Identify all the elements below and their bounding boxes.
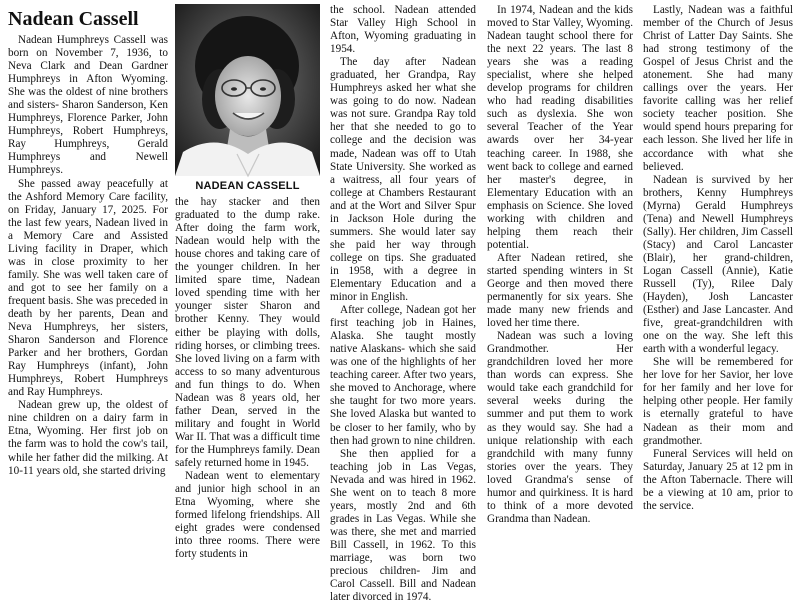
para-grandmother: Nadean was such a loving Grandmother. Her grandchildren loved her more than words can express. She would take each grandchild for several weeks during the summer and put them to work as they would say. She had a unique relationship with each grandchild with many funny stories over the years. They loved Grandma's sense of humor and quirkiness. It is hard to think of a more devoted Grandma than Nadean.: [487, 330, 633, 525]
para-retirement: After Nadean retired, she started spending winters in St George and then moved there permanently for six years. She made many new friends and loved her time there.: [487, 251, 633, 330]
para-las-vegas: She then applied for a teaching job in Las Vegas, Nevada and was hired in 1962. She went on to teach 8 more years, mostly 2nd and 6th grades in Las Vegas. While she was there, she met and married Bill Cassell, in 1962. To this marriage, was born two precious children- Jim and Carol Cassell. Bill and Nadean later divorced in 1974.: [330, 447, 476, 604]
column-2: [175, 4, 320, 561]
column-5: [643, 4, 793, 513]
para-funeral: Funeral Services will held on Saturday, January 25 at 12 pm in the Afton Tabernacle. There will be a viewing at 10 am, prior to the service.: [643, 447, 793, 512]
para-passing: She passed away peacefully at the Ashford Memory Care facility, on Friday, January 17, 2025. For the last few years, Nadean lived in a Memory Care and Assisted Living facility in Draper, which was in close proximity to her family. She was well taken care of and got to see her family on a frequent basis. She was preceded in death by her parents, Dean and Neva Humphreys, her sisters, Sharon Sanderson and Florence Parker and her brothers, Gordan Ray Humphreys (infant), John Humphreys, Robert Humphreys and Ray Humphreys.: [8, 177, 168, 399]
para-school: the school. Nadean attended Star Valley High School in Afton, Wyoming graduating in 1954.: [330, 4, 476, 56]
para-star-valley: In 1974, Nadean and the kids moved to Star Valley, Wyoming. Nadean taught school there for the next 22 years. The last 8 years she was a reading specialist, where she helped develop programs for children who had reading disabilities such as dyslexia. She won several Teacher of the Year awards over her 34-year teaching career. In 1988, she went back to college and earned her master's degree, in Elementary Education with an emphasis on Science. She loved working with children and helping them reach their potential.: [487, 4, 633, 251]
column-4: [487, 4, 633, 526]
para-survivors: Nadean is survived by her brothers, Kenny Humphreys (Myrna) Gerald Humphreys (Tena) and Newell Humphreys (Sally). Her children, Jim Cassell (Stacy) and Carol Lancaster (Blair), her grand-children, Logan Cassell (Annie), Katie Russell (Ty), Rilee Daly (Hayden), Josh Lancaster (Esther) and Jase Lancaster. And five, great-grandchildren with one on the way. She left this earth with a wonderful legacy.: [643, 173, 793, 356]
portrait-photo: [175, 4, 320, 193]
column-1: [8, 8, 168, 478]
para-childhood: Nadean grew up, the oldest of nine children on a dairy farm in Etna, Wyoming. Her first job on the farm was to hold the cow's tail, while her father did the milking. At 10-11 years old, she started driving: [8, 399, 168, 477]
para-birth: Nadean Humphreys Cassell was born on November 7, 1936, to Neva Clark and Dean Gardner Humphreys in Afton Wyoming. She was the oldest of nine brothers and sisters- Sharon Sanderson, Ken Humphreys, Florence Parker, John Humphreys, Robert Humphreys, Ray Humphreys, Gerald Humphreys and Newell Humphreys.: [8, 34, 168, 177]
column-3: [330, 4, 476, 604]
para-college: The day after Nadean graduated, her Grandpa, Ray Humphreys asked her what she was going to do now. Nadean was not sure. Grandpa Ray told her that she needed to go to college and the decision was made, Nadean was off to Utah State University. She worked as a waitress, all four years of college at Chambers Restaurant and at the Wort and Silver Spur in Jackson Hole during the summers. She would later say she paid her way through college on tips. She graduated in 1958, with a degree in Elementary Education and a minor in English.: [330, 56, 476, 304]
portrait-image: [175, 4, 320, 176]
para-church: Lastly, Nadean was a faithful member of the Church of Jesus Christ of Latter Day Saints. She had strong testimony of the Gospel of Jesus Christ and the atonement. She had many callings over the years. Her favorite calling was her relief society teacher position. She would spend hours preparing for each lesson. She lived her life in accordance with what she believed.: [643, 4, 793, 173]
para-childhood-continued: the hay stacker and then graduated to the dump rake. After doing the farm work, Nadean would help with the house chores and taking care of the younger children. In her limited spare time, Nadean loved spending time with her younger sister Sharon and brother Kenny. They would either be playing with dolls, riding horses, or climbing trees. She loved living on a farm with access to so many adventurous and fun things to do. When Nadean was 8 years old, her father Dean, served in the military and fought in World War II. That was a difficult time for the Humphreys family. Dean safely returned home in 1945.: [175, 196, 320, 469]
para-alaska: After college, Nadean got her first teaching job in Haines, Alaska. She taught mostly native Alaskans- which she said was one of the highlights of her teaching career. After two years, she moved to Anchorage, where she taught for two more years. She loved Alaska but wanted to be closer to her family, who by then had grown to nine children.: [330, 304, 476, 447]
headline: Nadean Cassell: [8, 8, 139, 30]
para-elementary: Nadean went to elementary and junior high school in an Etna Wyoming, where she formed lifelong friendships. All eight grades were condensed into three rooms. There were forty students in: [175, 470, 320, 561]
para-remembered: She will be remembered for her love for her Savior, her love for her family and her love for helping other people. Her family is eternally grateful to have Nadean as their mom and grandmother.: [643, 356, 793, 447]
photo-caption: NADEAN CASSELL: [195, 180, 300, 192]
